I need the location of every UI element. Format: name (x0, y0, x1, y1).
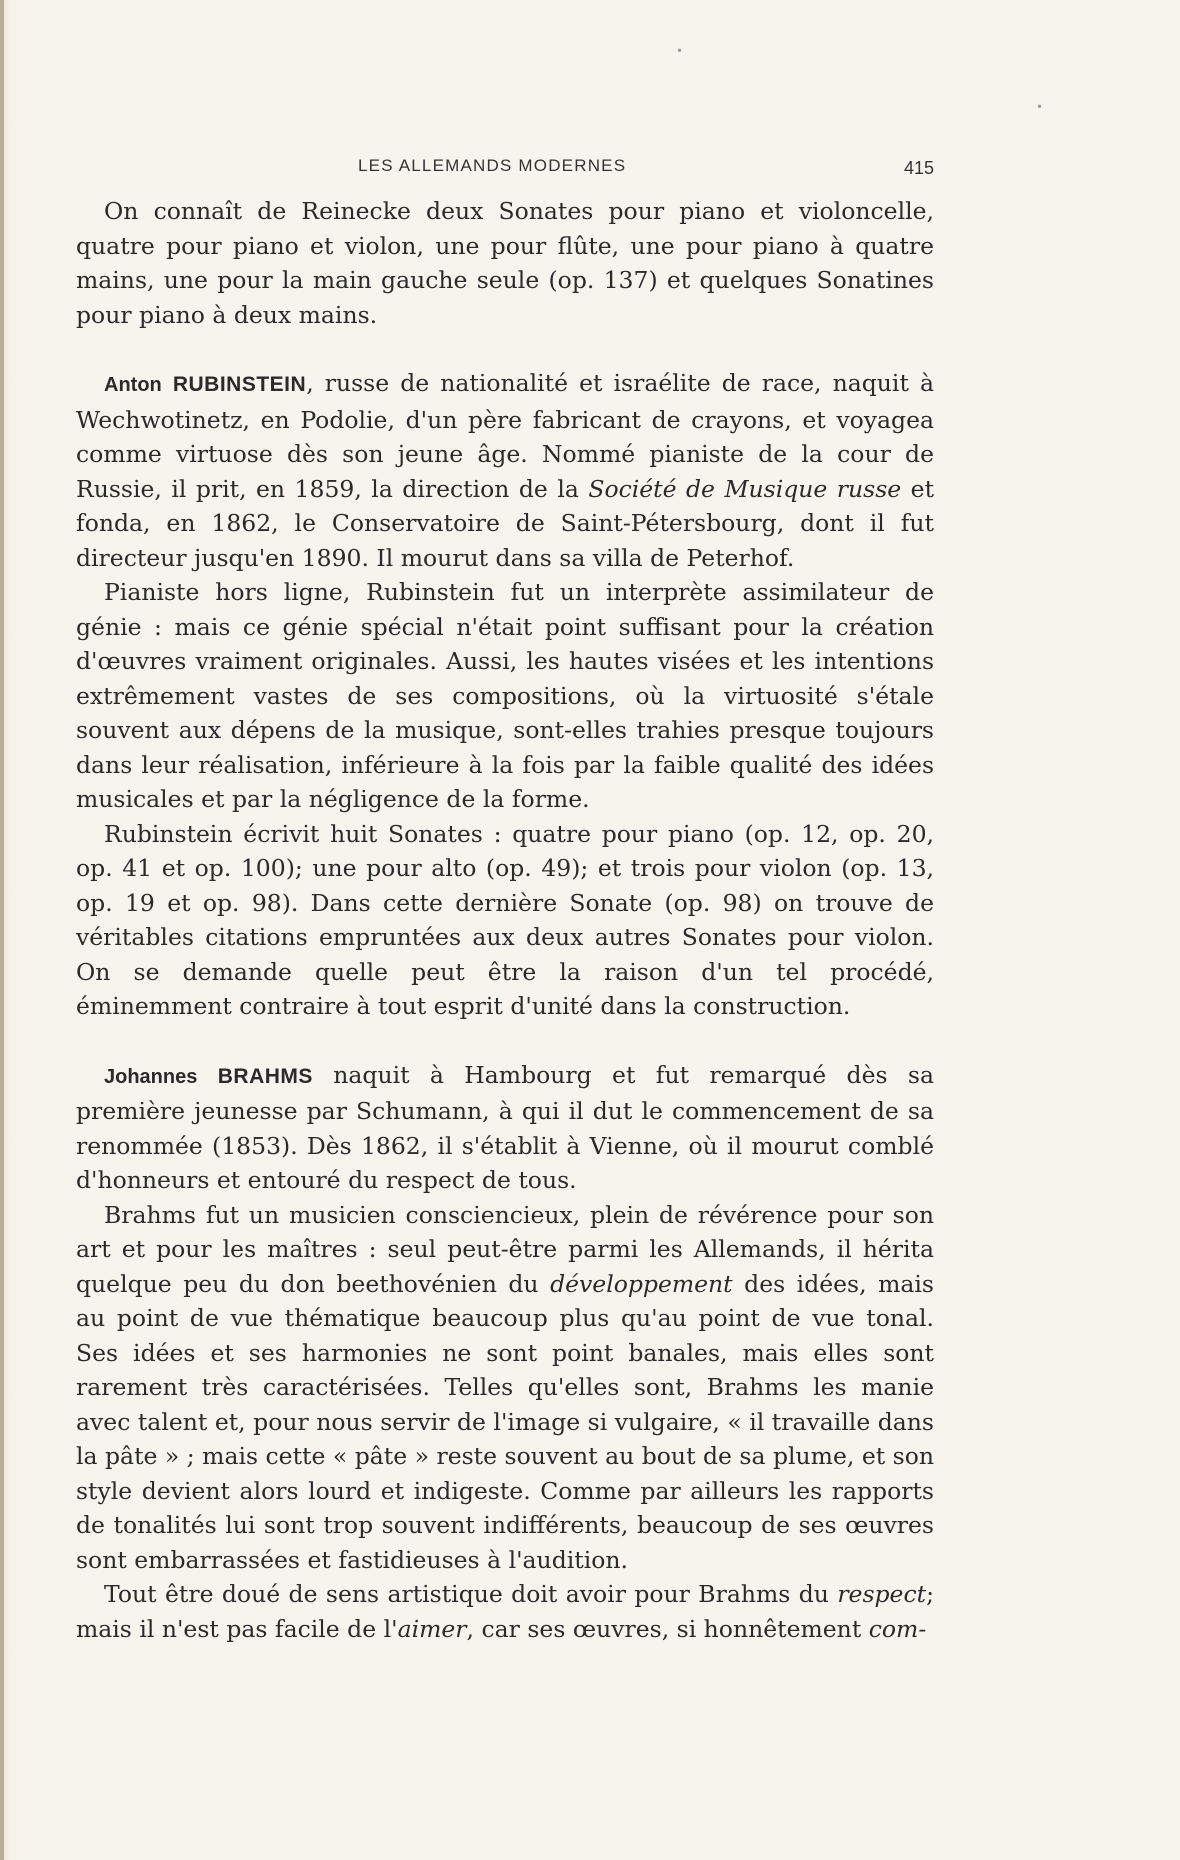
italic-word: aimer (397, 1614, 467, 1643)
name-first: Johannes (104, 1065, 198, 1088)
page-speck: • (1036, 100, 1044, 114)
page-number: 415 (903, 158, 934, 178)
paragraph-text: , car ses œuvres, si honnêtement (466, 1614, 869, 1643)
paragraph-rubinstein-style: Pianiste hors ligne, Rubinstein fut un interprète assimilateur de génie : mais ce génie spécial n'était point suffisant pour la création d'œuvres vraiment originales. Aussi, les hautes visées et les intentions extrêmement vastes de ses compositions, où la virtuosité s'étale souvent aux dépens de la musique, sont-elles trahies presque toujours dans leur réalisation, inférieure à la fois par la faible qualité des idées musicales et par la négligence de la forme. (76, 578, 934, 813)
italic-title: Société de Musique russe (588, 474, 902, 503)
paragraph-brahms-respect (76, 1577, 934, 1646)
paragraph-rubinstein-sonatas: Rubinstein écrivit huit Sonates : quatre pour piano (op. 12, op. 20, op. 41 et op. 100); une pour alto (op. 49); et trois pour violon (op. 13, op. 19 et op. 98). Dans cette dernière Sonate (op. 98) on trouve de véritables citations empruntées aux deux autres Sonates pour violon. On se demande quelle peut être la raison d'un tel procédé, éminemment contraire à tout esprit d'unité dans la construction. (76, 819, 934, 1020)
paragraph-text: des idées, mais au point de vue thématique beaucoup plus qu'au point de vue tonal. Ses idées et ses harmonies ne sont point banales, mais elles sont rarement très caractérisées. Telles qu'elles sont, Brahms les manie avec talent et, pour nous servir de l'image si vulgaire, « il travaille dans la pâte » ; mais cette « pâte » reste souvent au bout de sa plume, et son style devient alors lourd et indigeste. Comme par ailleurs les rapports de tonalités lui sont trop souvent indifférents, beaucoup de ses œuvres sont embarrassées et fastidieuses à l'audition. (76, 1269, 934, 1574)
name-surname: RUBINSTEIN (172, 373, 307, 396)
paragraph-text: Brahms fut un musicien consciencieux, plein de révérence pour son art et pour les maîtres : seul peut-être parmi les Allemands, il hérita quelque peu du don beethovénien du (76, 1200, 934, 1298)
paragraph-text: ; mais il n'est pas facile de l' (76, 1580, 934, 1643)
paragraph-brahms-style (76, 1198, 934, 1578)
name-surname: BRAHMS (217, 1064, 313, 1088)
paragraph-rubinstein-bio (76, 366, 934, 575)
running-title: LES ALLEMANDS MODERNES (358, 156, 627, 175)
paragraph-text: , russe de nationalité et israélite de race, naquit à Wechwotinetz, en Podolie, d'un père fabricant de crayons, et voyagea comme virtuose dès son jeune âge. Nommé pianiste de la cour de Russie, il prit, en 1859, la direction de la (76, 369, 934, 503)
italic-word: com- (868, 1614, 927, 1643)
page-speck: • (676, 44, 684, 58)
italic-word: respect (837, 1580, 927, 1608)
page-spine-edge (0, 0, 4, 1860)
paragraph-text: et fonda, en 1862, le Conservatoire de Saint-Pétersbourg, dont il fut directeur jusqu'en 1890. Il mourut dans sa villa de Peterhof. (76, 474, 935, 572)
paragraph-text: Tout être doué de sens artistique doit avoir pour Brahms du (104, 1580, 838, 1608)
italic-word: développement (550, 1269, 733, 1298)
paragraph-brahms-bio (76, 1058, 934, 1198)
body-text (76, 194, 934, 1646)
name-first: Anton (104, 374, 162, 396)
paragraph-reinecke: On connaît de Reinecke deux Sonates pour piano et violoncelle, quatre pour piano et violon, une pour flûte, une pour piano à quatre mains, une pour la main gauche seule (op. 137) et quelques Sonatines pour piano à deux mains. (76, 197, 934, 329)
running-header (76, 154, 936, 180)
paragraph-text: naquit à Hambourg et fut remarqué dès sa première jeunesse par Schumann, à qui il dut le commencement de sa renommée (1853). Dès 1862, il s'établit à Vienne, où il mourut comblé d'honneurs et entouré du respect de tous. (76, 1060, 934, 1194)
